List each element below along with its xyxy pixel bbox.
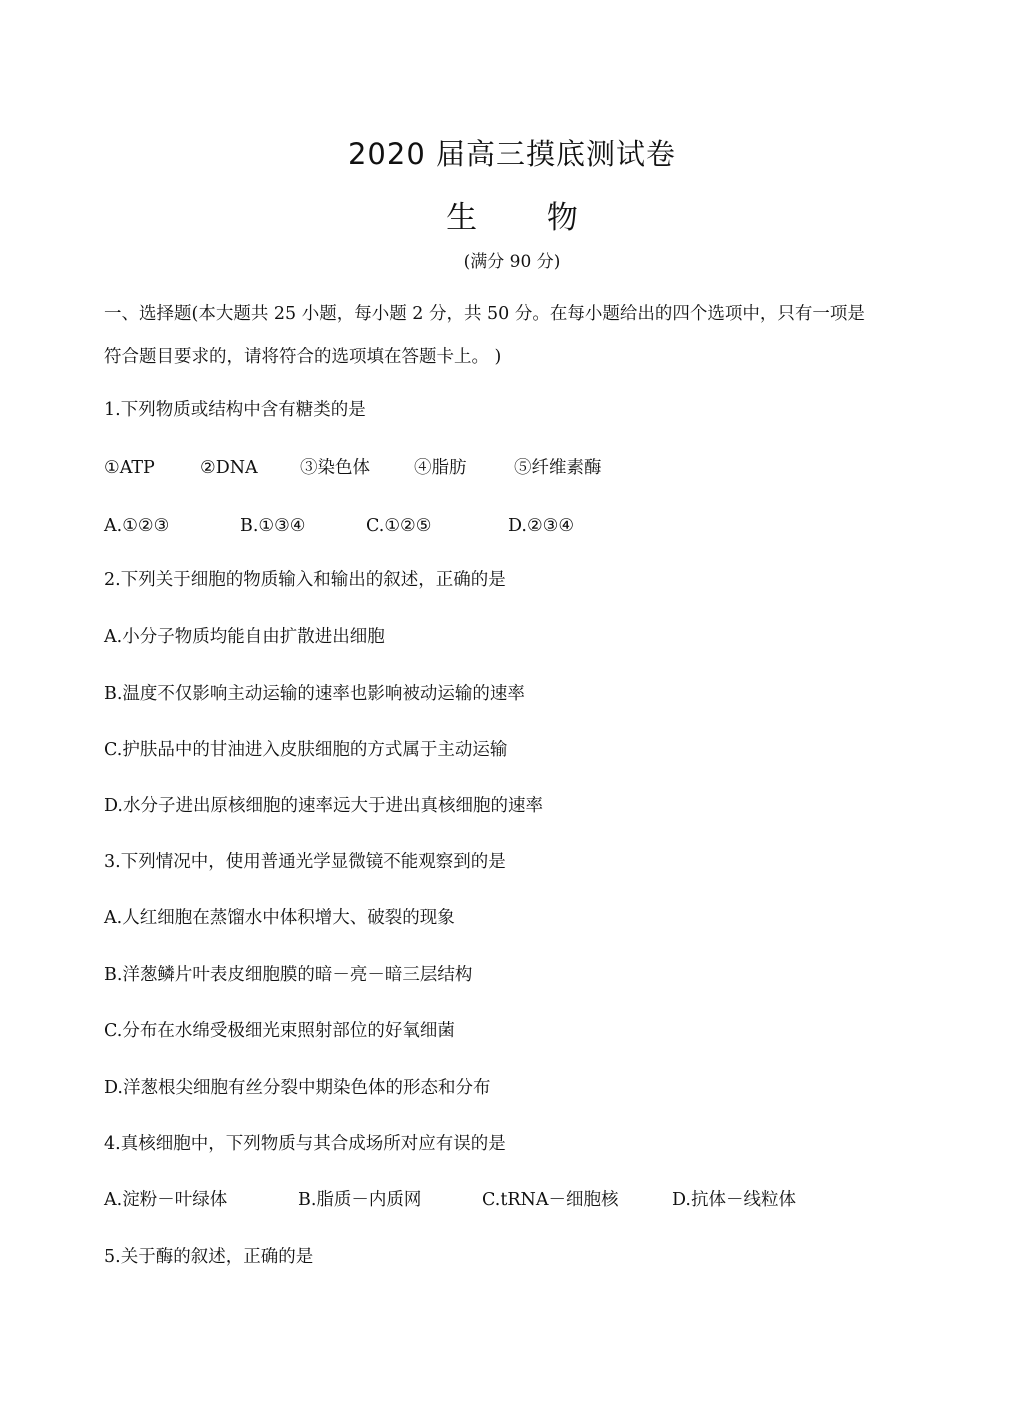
q2-option-b: B.温度不仅影响主动运输的速率也影响被动运输的速率: [104, 684, 525, 704]
question-4-options: [104, 1188, 796, 1212]
q3-option-a: A.人红细胞在蒸馏水中体积增大、破裂的现象: [104, 908, 455, 928]
instructions-line-2: 符合题目要求的，请将符合的选项填在答题卡上。 ): [104, 347, 502, 367]
q1-item: ②DNA: [200, 458, 258, 478]
page-title: 2020 届高三摸底测试卷: [347, 137, 677, 171]
question-5-stem: 5.关于酶的叙述，正确的是: [104, 1247, 314, 1267]
q2-option-c: C.护肤品中的甘油进入皮肤细胞的方式属于主动运输: [104, 740, 508, 760]
instructions-line-1: 一、选择题(本大题共 25 小题，每小题 2 分，共 50 分。在每小题给出的四个选项中，只有一项是: [104, 304, 865, 324]
q1-option-b: B.①③④: [240, 516, 306, 536]
q1-item: ③染色体: [300, 458, 370, 478]
q3-option-b: B.洋葱鳞片叶表皮细胞膜的暗－亮－暗三层结构: [104, 965, 473, 985]
q4-option-a: A.淀粉－叶绿体: [104, 1190, 228, 1210]
subject-heading: 生 物: [446, 200, 578, 236]
q3-option-d: D.洋葱根尖细胞有丝分裂中期染色体的形态和分布: [104, 1078, 491, 1098]
q1-option-c: C.①②⑤: [366, 516, 432, 536]
question-4-stem: 4.真核细胞中，下列物质与其合成场所对应有误的是: [104, 1134, 506, 1154]
q1-item: ④脂肪: [414, 458, 467, 478]
q1-option-a: A.①②③: [104, 516, 170, 536]
question-1-items: [104, 456, 602, 480]
q2-option-a: A.小分子物质均能自由扩散进出细胞: [104, 627, 385, 647]
total-score: (满分 90 分): [463, 252, 561, 272]
question-3-stem: 3.下列情况中，使用普通光学显微镜不能观察到的是: [104, 852, 506, 872]
question-1-options: [104, 514, 574, 538]
question-2-stem: 2.下列关于细胞的物质输入和输出的叙述，正确的是: [104, 570, 506, 590]
question-1-stem: 1.下列物质或结构中含有糖类的是: [104, 400, 366, 420]
q1-item: ⑤纤维素酶: [514, 458, 602, 478]
q2-option-d: D.水分子进出原核细胞的速率远大于进出真核细胞的速率: [104, 796, 543, 816]
q4-option-d: D.抗体－线粒体: [672, 1190, 796, 1210]
q1-item: ①ATP: [104, 458, 155, 478]
q1-option-d: D.②③④: [508, 516, 575, 536]
q4-option-b: B.脂质－内质网: [298, 1190, 422, 1210]
q3-option-c: C.分布在水绵受极细光束照射部位的好氧细菌: [104, 1021, 455, 1041]
q4-option-c: C.tRNA－细胞核: [482, 1190, 619, 1210]
